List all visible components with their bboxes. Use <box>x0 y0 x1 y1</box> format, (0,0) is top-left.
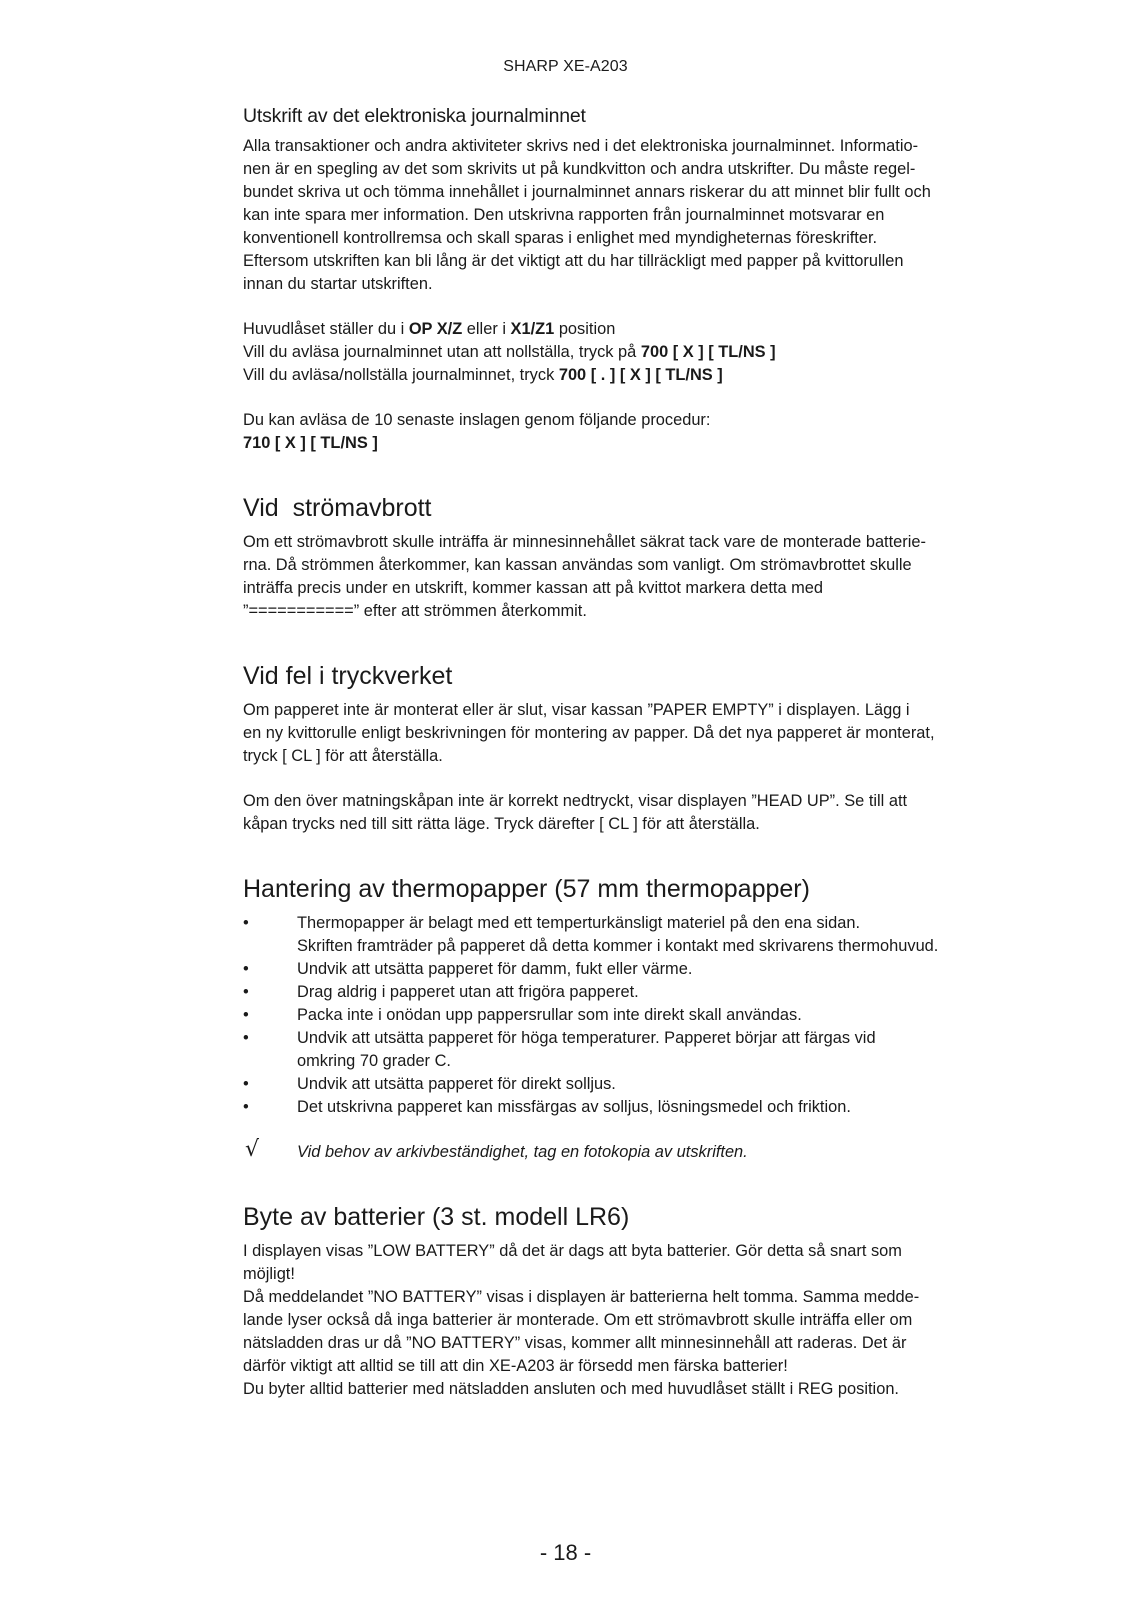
list-item: • Thermopapper är belagt med ett temperturkänsligt materiel på den ena sidan. Skriften framträder på papperet då detta kommer i kontakt med skrivarens thermohuvud. <box>243 914 939 955</box>
text-line: I displayen visas ”LOW BATTERY” då det är dags att byta batterier. Gör detta så snart som <box>243 1242 902 1260</box>
key-opxz: OP X/Z <box>408 320 463 338</box>
archive-note: √ Vid behov av arkivbeständighet, tag en fotokopia av utskriften. <box>245 1137 748 1162</box>
text-line: nätsladden dras ur då ”NO BATTERY” visas, kommer allt minnesinnehåll att raderas. Det är <box>243 1334 907 1352</box>
bullet-icon: • <box>243 1006 249 1024</box>
running-header: SHARP XE-A203 <box>503 58 628 75</box>
bullet-icon: • <box>243 1029 249 1047</box>
text-line: därför viktigt att alltid se till att din XE-A203 är försedd men färska batterier! <box>243 1357 788 1375</box>
list-item: • Undvik att utsätta papperet för direkt solljus. <box>243 1073 1033 1096</box>
text-line: Du byter alltid batterier med nätsladden ansluten och med huvudlåset ställt i REG position. <box>243 1380 899 1398</box>
text-line: innan du startar utskriften. <box>243 275 433 293</box>
journal-heading: Utskrift av det elektroniska journalminnet <box>243 105 586 127</box>
bullet-icon: • <box>243 960 249 978</box>
list-item: • Packa inte i onödan upp pappersrullar som inte direkt skall användas. <box>243 1004 1033 1027</box>
text-line: nen är en spegling av det som skrivits ut på kundkvitton och andra utskrifter. Du måste regel- <box>243 160 916 178</box>
page-content <box>243 103 1033 1401</box>
reset-journal-line: Vill du avläsa/nollställa journalminnet, tryck 700 [ . ] [ X ] [ TL/NS ] <box>243 366 723 384</box>
text-line: Om papperet inte är monterat eller är slut, visar kassan ”PAPER EMPTY” i displayen. Lägg i <box>243 701 910 719</box>
printer-paragraph-1 <box>243 699 1033 768</box>
read-journal-line: Vill du avläsa journalminnet utan att nollställa, tryck på 700 [ X ] [ TL/NS ] <box>243 343 776 361</box>
thermo-heading: Hantering av thermopapper (57 mm thermopapper) <box>243 875 810 903</box>
last10-line: Du kan avläsa de 10 senaste inslagen genom följande procedur: <box>243 411 711 429</box>
reset-journal-keys: 700 [ . ] [ X ] [ TL/NS ] <box>558 366 723 384</box>
bullet-icon: • <box>243 914 249 932</box>
text-line: bundet skriva ut och tömma innehållet i journalminnet annars riskerar du att minnet blir fullt och <box>243 183 931 201</box>
bullet-icon: • <box>243 983 249 1001</box>
text-line: Då meddelandet ”NO BATTERY” visas i displayen är batterierna helt tomma. Samma medde- <box>243 1288 920 1306</box>
text-line: Alla transaktioner och andra aktiviteter skrivs ned i det elektroniska journalminnet. Informatio- <box>243 137 919 155</box>
battery-heading: Byte av batterier (3 st. modell LR6) <box>243 1203 630 1231</box>
text-line: tryck [ CL ] för att återställa. <box>243 747 443 765</box>
text-line: kåpan trycks ned till sitt rätta läge. Tryck därefter [ CL ] för att återställa. <box>243 815 760 833</box>
text-line: rna. Då strömmen återkommer, kan kassan användas som vanligt. Om strömavbrottet skulle <box>243 556 912 574</box>
check-icon: √ <box>245 1137 260 1162</box>
journal-paragraph <box>243 135 1033 296</box>
printer-paragraph-2 <box>243 790 1033 836</box>
bullet-icon: • <box>243 1098 249 1116</box>
list-item: • Undvik att utsätta papperet för höga temperaturer. Papperet börjar att färgas vid omkring 70 grader C. <box>243 1029 876 1070</box>
thermo-list <box>243 912 1033 1119</box>
page-number: - 18 - <box>539 1540 592 1565</box>
list-item: • Drag aldrig i papperet utan att frigöra papperet. <box>243 981 1033 1004</box>
text-line: kan inte spara mer information. Den utskrivna rapporten från journalminnet motsvarar en <box>243 206 885 224</box>
read-journal-keys: 700 [ X ] [ TL/NS ] <box>640 343 776 361</box>
key-x1z1: X1/Z1 <box>510 320 555 338</box>
list-item: • Det utskrivna papperet kan missfärgas av solljus, lösningsmedel och friktion. <box>243 1096 1033 1119</box>
text-line: Om ett strömavbrott skulle inträffa är minnesinnehållet säkrat tack vare de monterade batterie- <box>243 533 926 551</box>
text-line: konventionell kontrollremsa och skall sparas i enlighet med myndigheternas föreskrifter. <box>243 229 878 247</box>
battery-paragraph <box>243 1240 1033 1401</box>
text-line: möjligt! <box>243 1265 295 1283</box>
key-position-line: Huvudlåset ställer du i OP X/Z eller i X1/Z1 position <box>243 320 616 338</box>
text-line: en ny kvittorulle enligt beskrivningen för montering av papper. Då det nya papperet är monterat, <box>243 724 935 742</box>
text-line: Om den över matningskåpan inte är korrekt nedtryckt, visar displayen ”HEAD UP”. Se till att <box>243 792 908 810</box>
bullet-icon: • <box>243 1075 249 1093</box>
text-line: ”===========” efter att strömmen återkommit. <box>243 602 587 620</box>
printer-heading: Vid fel i tryckverket <box>243 662 453 690</box>
power-heading: Vid strömavbrott <box>243 494 432 522</box>
text-line: inträffa precis under en utskrift, kommer kassan att på kvittot markera detta med <box>243 579 823 597</box>
text-line: lande lyser också då inga batterier är monterade. Om ett strömavbrott skulle inträffa eller om <box>243 1311 913 1329</box>
power-paragraph <box>243 531 1033 623</box>
list-item: • Undvik att utsätta papperet för damm, fukt eller värme. <box>243 958 1033 981</box>
last10-keys: 710 [ X ] [ TL/NS ] <box>243 434 378 452</box>
text-line: Eftersom utskriften kan bli lång är det viktigt att du har tillräckligt med papper på kvittorullen <box>243 252 904 270</box>
